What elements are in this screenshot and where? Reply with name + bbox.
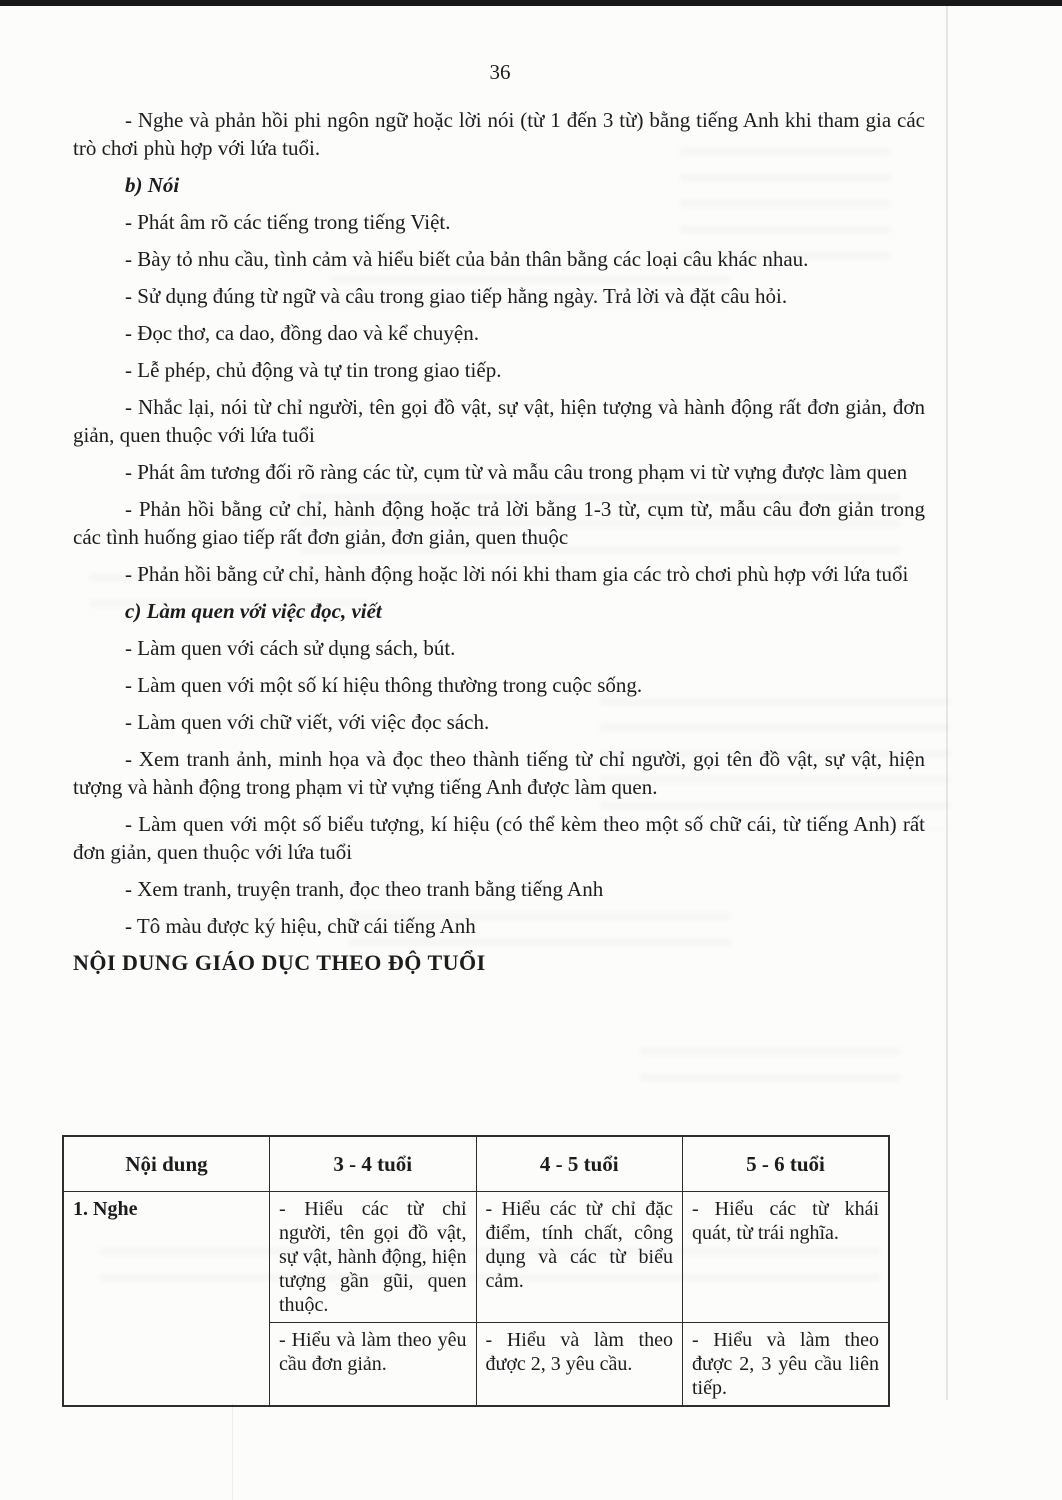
bleed-through [640,1040,900,1100]
paragraph: - Làm quen với chữ viết, với việc đọc sách. [125,710,490,734]
table-header-row [63,1136,889,1192]
paragraph: - Bày tỏ nhu cầu, tình cảm và hiểu biết của bản thân bằng các loại câu khác nhau. [125,247,809,271]
table-header-4-5-tuoi: 4 - 5 tuổi [476,1136,683,1192]
table-cell: - Hiểu và làm theo được 2, 3 yêu cầu liên tiếp. [683,1323,890,1407]
table-cell: - Hiểu và làm theo yêu cầu đơn giản. [270,1323,477,1407]
scan-artifact-line [946,6,948,1400]
paragraph: - Làm quen với một số kí hiệu thông thường trong cuộc sống. [125,673,643,697]
paragraph: - Sử dụng đúng từ ngữ và câu trong giao tiếp hằng ngày. Trả lời và đặt câu hỏi. [125,284,788,308]
table-header-5-6-tuoi: 5 - 6 tuổi [683,1136,890,1192]
section-heading-c-lam-quen: c) Làm quen với việc đọc, viết [125,599,382,623]
paragraph: - Xem tranh ảnh, minh họa và đọc theo thành tiếng từ chỉ người, gọi tên đồ vật, sự vật, hiện tượng và hành động trong phạm vi từ vựng tiếng Anh được làm quen. [73,747,925,799]
paragraph: - Đọc thơ, ca dao, đồng dao và kể chuyện. [125,321,479,345]
table-cell: - Hiểu các từ khái quát, từ trái nghĩa. [683,1192,890,1323]
paragraph: - Làm quen với một số biểu tượng, kí hiệu (có thể kèm theo một số chữ cái, từ tiếng Anh) rất đơn giản, quen thuộc với lứa tuổi [73,812,925,864]
paragraph: - Phản hồi bằng cử chỉ, hành động hoặc lời nói khi tham gia các trò chơi phù hợp với lứa tuổi [125,562,909,586]
table-row-label-nghe: 1. Nghe [63,1192,270,1407]
table-header-3-4-tuoi: 3 - 4 tuổi [270,1136,477,1192]
paragraph: - Làm quen với cách sử dụng sách, bút. [125,636,456,660]
paragraph: - Lễ phép, chủ động và tự tin trong giao tiếp. [125,358,502,382]
paragraph: - Phát âm tương đối rõ ràng các từ, cụm từ và mẫu câu trong phạm vi từ vựng được làm quen [125,460,908,484]
table-cell: - Hiểu các từ chỉ đặc điểm, tính chất, công dụng và các từ biểu cảm. [476,1192,683,1323]
paragraph: - Phản hồi bằng cử chỉ, hành động hoặc trả lời bằng 1-3 từ, cụm từ, mẫu câu đơn giản trong các tình huống giao tiếp rất đơn giản, đơn giản, quen thuộc [73,497,925,549]
table-cell: - Hiểu các từ chỉ người, tên gọi đồ vật, sự vật, hành động, hiện tượng gần gũi, quen thuộc. [270,1192,477,1323]
section-heading-b-noi: b) Nói [125,173,180,197]
document-body [73,106,925,986]
page-number: 36 [489,60,511,84]
scan-artifact-line [232,1403,233,1500]
table-row [63,1192,889,1323]
paragraph: - Tô màu được ký hiệu, chữ cái tiếng Anh [125,914,476,938]
paragraph: - Nghe và phản hồi phi ngôn ngữ hoặc lời nói (từ 1 đến 3 từ) bằng tiếng Anh khi tham gia các trò chơi phù hợp với lứa tuổi. [73,108,925,160]
paragraph: - Nhắc lại, nói từ chỉ người, tên gọi đồ vật, sự vật, hiện tượng và hành động rất đơn giản, đơn giản, quen thuộc với lứa tuổi [73,395,925,447]
table-cell: - Hiểu và làm theo được 2, 3 yêu cầu. [476,1323,683,1407]
table-header-noi-dung: Nội dung [63,1136,270,1192]
paragraph: - Xem tranh, truyện tranh, đọc theo tranh bằng tiếng Anh [125,877,604,901]
age-content-table [62,1135,890,1407]
section-title: NỘI DUNG GIÁO DỤC THEO ĐỘ TUỔI [73,950,486,975]
paragraph: - Phát âm rõ các tiếng trong tiếng Việt. [125,210,451,234]
scan-edge-top [0,0,1062,6]
